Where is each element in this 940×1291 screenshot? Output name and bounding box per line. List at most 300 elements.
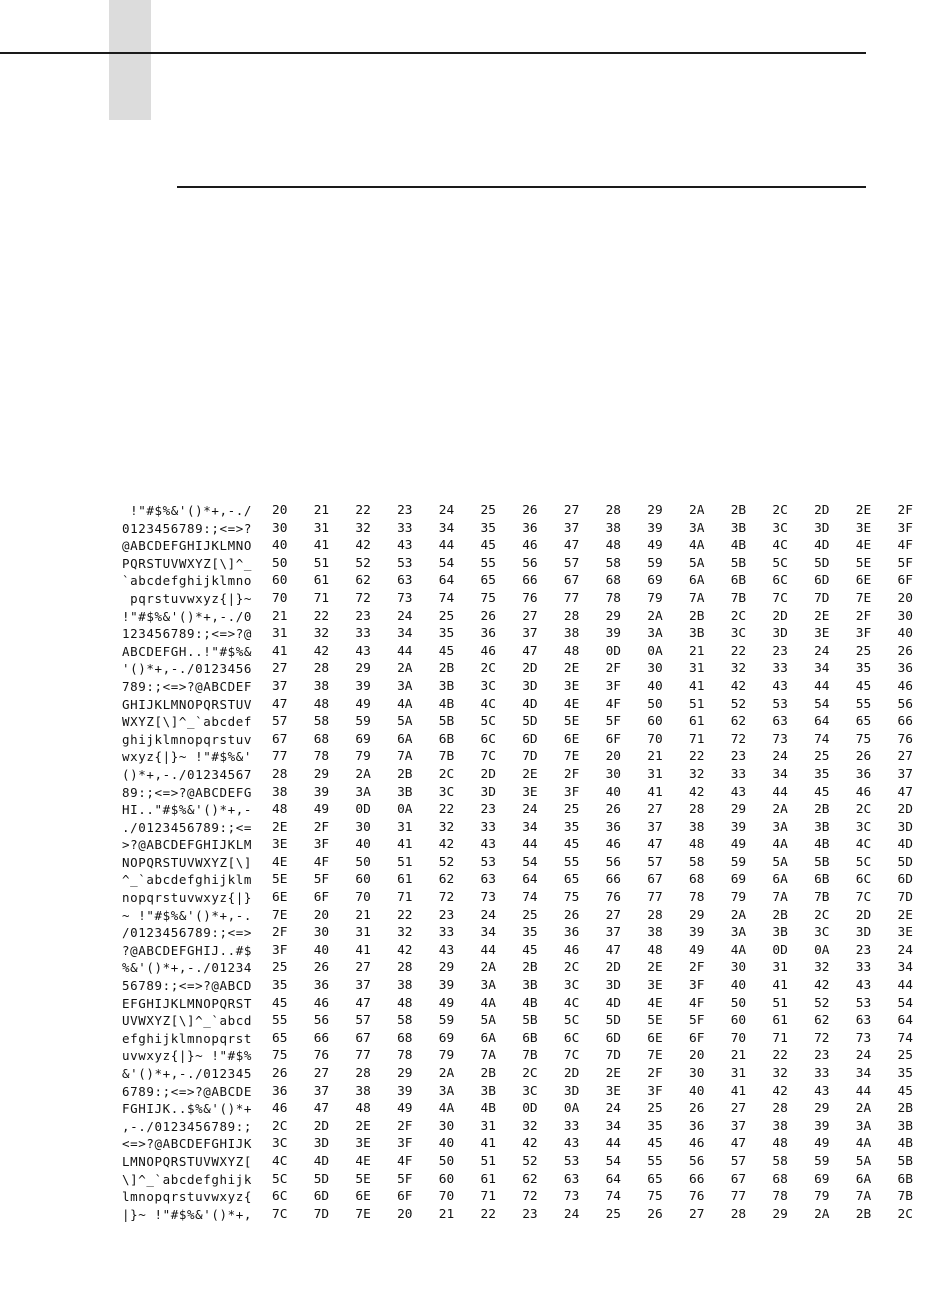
ascii-text: EFGHIJKLMNOPQRST bbox=[121, 995, 252, 1011]
hex-value: 2B bbox=[689, 608, 705, 624]
hex-value: 5D bbox=[814, 555, 830, 571]
hex-value: 7A bbox=[397, 749, 413, 765]
hex-value: 75 bbox=[563, 890, 580, 906]
hex-value: 45 bbox=[480, 538, 496, 554]
hex-value: 73 bbox=[855, 1030, 872, 1046]
hex-value: 22 bbox=[772, 1048, 788, 1064]
hex-value: 23 bbox=[522, 1206, 538, 1222]
ascii-text: wxyz{|}~ !"#$%&' bbox=[121, 749, 252, 765]
dump-row bbox=[80, 907, 935, 925]
hex-value: 73 bbox=[563, 1189, 580, 1205]
ascii-text: ?@ABCDEFGHIJ..#$ bbox=[121, 942, 252, 958]
hex-value: 30 bbox=[897, 608, 913, 624]
dump-row bbox=[80, 889, 935, 907]
hex-value: 2E bbox=[897, 907, 913, 923]
hex-value: 41 bbox=[272, 643, 288, 659]
hex-value: 5F bbox=[605, 714, 622, 730]
hex-value: 28 bbox=[563, 608, 580, 624]
hex-value: 3C bbox=[563, 978, 580, 994]
hex-value: 69 bbox=[814, 1171, 830, 1187]
hex-value: 79 bbox=[814, 1189, 830, 1205]
hex-value: 37 bbox=[605, 925, 622, 941]
hex-value: 44 bbox=[855, 1083, 872, 1099]
hex-value: 23 bbox=[480, 802, 496, 818]
hex-value: 7A bbox=[689, 590, 705, 606]
hex-value: 4C bbox=[480, 696, 496, 712]
ascii-text: 789:;<=>?@ABCDEF bbox=[121, 678, 252, 694]
hex-value: 57 bbox=[730, 1153, 747, 1169]
hex-value: 2A bbox=[647, 608, 663, 624]
hex-value: 43 bbox=[480, 837, 496, 853]
hex-value: 32 bbox=[522, 1118, 538, 1134]
hex-value: 34 bbox=[438, 520, 455, 536]
hex-value: 6A bbox=[855, 1171, 872, 1187]
hex-value: 6D bbox=[814, 573, 830, 589]
hex-value: 2D bbox=[814, 503, 830, 518]
hex-value: 45 bbox=[438, 643, 455, 659]
hex-value: 20 bbox=[272, 503, 288, 518]
hex-value: 3E bbox=[605, 1083, 622, 1099]
hex-value: 3A bbox=[689, 520, 705, 536]
hex-value: 78 bbox=[689, 890, 705, 906]
hex-value: 68 bbox=[689, 872, 705, 888]
hex-value: 6A bbox=[772, 872, 788, 888]
hex-value: 51 bbox=[480, 1153, 496, 1169]
hex-value: 6E bbox=[355, 1189, 371, 1205]
hex-value: 36 bbox=[522, 520, 538, 536]
hex-value: 6F bbox=[397, 1189, 413, 1205]
dump-row bbox=[80, 572, 935, 590]
hex-value: 6A bbox=[689, 573, 705, 589]
hex-value: 27 bbox=[522, 608, 538, 624]
hex-value: 6B bbox=[522, 1030, 538, 1046]
hex-value: 53 bbox=[563, 1153, 580, 1169]
ascii-text: efghijklmnopqrst bbox=[121, 1030, 252, 1046]
hex-value: 22 bbox=[438, 802, 455, 818]
hex-value: 5C bbox=[855, 854, 872, 870]
hex-value: 7C bbox=[272, 1206, 288, 1222]
hex-value: 3C bbox=[438, 784, 455, 800]
hex-value: 25 bbox=[480, 503, 496, 518]
hex-value: 53 bbox=[772, 696, 788, 712]
hex-value: 2D bbox=[563, 1066, 580, 1081]
hex-value: 3D bbox=[313, 1136, 330, 1152]
hex-value: 58 bbox=[397, 1013, 413, 1029]
hex-value: 41 bbox=[313, 538, 330, 554]
hex-value: 20 bbox=[897, 590, 913, 606]
hex-value: 40 bbox=[689, 1083, 705, 1099]
hex-value: 48 bbox=[355, 1101, 371, 1117]
hex-value: 7C bbox=[563, 1048, 580, 1064]
dump-row bbox=[80, 678, 935, 696]
hex-value: 26 bbox=[522, 503, 538, 518]
hex-value: 57 bbox=[272, 714, 288, 730]
hex-value: 29 bbox=[355, 661, 371, 677]
hex-value: 67 bbox=[272, 731, 288, 747]
hex-value: 5F bbox=[897, 555, 913, 571]
hex-value: 72 bbox=[814, 1030, 830, 1046]
hex-value: 3F bbox=[563, 784, 580, 800]
hex-value: 6C bbox=[855, 872, 872, 888]
hex-value: 3A bbox=[855, 1118, 872, 1134]
hex-value: 2F bbox=[563, 766, 580, 782]
dump-row bbox=[80, 748, 935, 766]
hex-value: 50 bbox=[272, 555, 288, 571]
hex-value: 33 bbox=[397, 520, 413, 536]
hex-value: 25 bbox=[647, 1101, 663, 1117]
hex-value: 68 bbox=[313, 731, 330, 747]
hex-value: 44 bbox=[814, 678, 830, 694]
hex-value: 27 bbox=[730, 1101, 747, 1117]
hex-value: 2B bbox=[397, 766, 413, 782]
hex-value: 31 bbox=[480, 1118, 496, 1134]
ascii-text: <=>?@ABCDEFGHIJK bbox=[121, 1136, 252, 1152]
hex-value: 41 bbox=[689, 678, 705, 694]
hex-value: 49 bbox=[355, 696, 371, 712]
hex-value: 6E bbox=[855, 573, 872, 589]
hex-value: 4E bbox=[272, 854, 288, 870]
hex-value: 7B bbox=[814, 890, 830, 906]
hex-value: 5A bbox=[772, 854, 788, 870]
hex-value: 56 bbox=[689, 1153, 705, 1169]
hex-value: 5A bbox=[397, 714, 413, 730]
ascii-text: GHIJKLMNOPQRSTUV bbox=[121, 696, 252, 712]
hex-value: 2B bbox=[855, 1206, 872, 1222]
hex-value: 42 bbox=[730, 678, 747, 694]
hex-value: 20 bbox=[313, 907, 330, 923]
hex-value: 2F bbox=[689, 960, 705, 976]
hex-value: 31 bbox=[313, 520, 330, 536]
hex-value: 42 bbox=[355, 538, 371, 554]
hex-value: 41 bbox=[480, 1136, 496, 1152]
hex-value: 70 bbox=[272, 590, 288, 606]
hex-value: 21 bbox=[272, 608, 288, 624]
hex-value: 34 bbox=[897, 960, 913, 976]
hex-value: 60 bbox=[272, 573, 288, 589]
hex-value: 26 bbox=[689, 1101, 705, 1117]
hex-value: 62 bbox=[355, 573, 371, 589]
hex-value: 36 bbox=[272, 1083, 288, 1099]
hex-value: 66 bbox=[605, 872, 622, 888]
hex-value: 3F bbox=[855, 626, 872, 642]
hex-value: 25 bbox=[605, 1206, 622, 1222]
hex-value: 28 bbox=[730, 1206, 747, 1222]
hex-value: 31 bbox=[730, 1066, 747, 1081]
hex-value: 45 bbox=[272, 995, 288, 1011]
hex-value: 46 bbox=[313, 995, 330, 1011]
hex-value: 29 bbox=[605, 608, 622, 624]
hex-value: 46 bbox=[689, 1136, 705, 1152]
hex-value: 23 bbox=[397, 503, 413, 518]
hex-value: 30 bbox=[730, 960, 747, 976]
hex-value: 7A bbox=[772, 890, 788, 906]
hex-value: 7A bbox=[480, 1048, 496, 1064]
dump-row bbox=[80, 625, 935, 643]
hex-value: 34 bbox=[855, 1066, 872, 1081]
hex-value: 43 bbox=[563, 1136, 580, 1152]
hex-value: 32 bbox=[689, 766, 705, 782]
hex-value: 76 bbox=[605, 890, 622, 906]
hex-value: 5E bbox=[355, 1171, 371, 1187]
hex-value: 35 bbox=[272, 978, 288, 994]
hex-value: 4F bbox=[313, 854, 330, 870]
hex-value: 23 bbox=[814, 1048, 830, 1064]
hex-value: 52 bbox=[522, 1153, 538, 1169]
hex-value: 3A bbox=[647, 626, 663, 642]
hex-value: 3D bbox=[814, 520, 830, 536]
hex-value: 4C bbox=[772, 538, 788, 554]
hex-value: 41 bbox=[647, 784, 663, 800]
hex-value: 2F bbox=[855, 608, 872, 624]
hex-value: 64 bbox=[897, 1013, 913, 1029]
hex-value: 24 bbox=[897, 942, 913, 958]
hex-value: 58 bbox=[689, 854, 705, 870]
hex-value: 5D bbox=[522, 714, 538, 730]
hex-value: 34 bbox=[480, 925, 496, 941]
dump-row bbox=[80, 819, 935, 837]
hex-value: 2C bbox=[522, 1066, 538, 1081]
hex-value: 50 bbox=[730, 995, 747, 1011]
hex-value: 41 bbox=[730, 1083, 747, 1099]
dump-row bbox=[80, 520, 935, 538]
hex-value: 4A bbox=[772, 837, 788, 853]
hex-value: 2A bbox=[689, 503, 705, 518]
hex-value: 24 bbox=[814, 643, 830, 659]
hex-value: 48 bbox=[605, 538, 622, 554]
ascii-text: ./0123456789:;<= bbox=[121, 819, 252, 835]
hex-value: 60 bbox=[730, 1013, 747, 1029]
hex-value: 56 bbox=[897, 696, 913, 712]
hex-value: 2A bbox=[772, 802, 788, 818]
dump-row bbox=[80, 713, 935, 731]
hex-value: 26 bbox=[313, 960, 330, 976]
hex-value: 3A bbox=[355, 784, 371, 800]
dump-row bbox=[80, 801, 935, 819]
hex-value: 42 bbox=[397, 942, 413, 958]
hex-value: 47 bbox=[563, 538, 580, 554]
hex-value: 2F bbox=[897, 503, 913, 518]
hex-value: 4E bbox=[647, 995, 663, 1011]
dump-row bbox=[80, 1012, 935, 1030]
hex-value: 2B bbox=[438, 661, 455, 677]
dump-row bbox=[80, 959, 935, 977]
hex-value: 2E bbox=[855, 503, 872, 518]
hex-value: 29 bbox=[730, 802, 747, 818]
hex-value: 3E bbox=[897, 925, 913, 941]
hex-value: 2F bbox=[272, 925, 288, 941]
hex-value: 76 bbox=[897, 731, 913, 747]
hex-value: 2A bbox=[397, 661, 413, 677]
hex-value: 5D bbox=[313, 1171, 330, 1187]
hex-value: 5B bbox=[897, 1153, 913, 1169]
hex-value: 6F bbox=[605, 731, 622, 747]
hex-value: 35 bbox=[855, 661, 872, 677]
hex-value: 4C bbox=[855, 837, 872, 853]
hex-value: 32 bbox=[355, 520, 371, 536]
hex-value: 36 bbox=[897, 661, 913, 677]
hex-value: 78 bbox=[772, 1189, 788, 1205]
hex-value: 71 bbox=[480, 1189, 496, 1205]
hex-value: 2E bbox=[522, 766, 538, 782]
hex-value: 65 bbox=[480, 573, 496, 589]
hex-value: 30 bbox=[355, 819, 371, 835]
hex-value: 60 bbox=[355, 872, 371, 888]
hex-value: 3B bbox=[772, 925, 788, 941]
hex-value: 30 bbox=[313, 925, 330, 941]
hex-value: 41 bbox=[772, 978, 788, 994]
hex-value: 3B bbox=[730, 520, 747, 536]
hex-value: 63 bbox=[855, 1013, 872, 1029]
hex-value: 35 bbox=[814, 766, 830, 782]
hex-value: 76 bbox=[522, 590, 538, 606]
hex-value: 48 bbox=[563, 643, 580, 659]
ascii-text: '()*+,-./0123456 bbox=[121, 661, 252, 677]
hex-value: 69 bbox=[438, 1030, 455, 1046]
hex-value: 30 bbox=[647, 661, 663, 677]
hex-value: 3F bbox=[272, 942, 288, 958]
hex-value: 6D bbox=[897, 872, 913, 888]
hex-value: 69 bbox=[647, 573, 663, 589]
hex-value: 63 bbox=[563, 1171, 580, 1187]
dump-row bbox=[80, 854, 935, 872]
ascii-text: ghijklmnopqrstuv bbox=[121, 731, 252, 747]
hex-value: 4A bbox=[689, 538, 705, 554]
hex-value: 48 bbox=[397, 995, 413, 1011]
hex-value: 47 bbox=[355, 995, 371, 1011]
hex-value: 4F bbox=[397, 1153, 413, 1169]
hex-value: 6D bbox=[605, 1030, 622, 1046]
hex-value: 3B bbox=[522, 978, 538, 994]
hex-value: 37 bbox=[647, 819, 663, 835]
hex-value: 3A bbox=[438, 1083, 455, 1099]
hex-value: 61 bbox=[480, 1171, 496, 1187]
ascii-text: &'()*+,-./012345 bbox=[121, 1066, 252, 1081]
hex-value: 27 bbox=[355, 960, 371, 976]
hex-value: 25 bbox=[814, 749, 830, 765]
hex-value: 42 bbox=[522, 1136, 538, 1152]
hex-value: 29 bbox=[313, 766, 330, 782]
hex-value: 6B bbox=[438, 731, 455, 747]
ascii-text: ~ !"#$%&'()*+,-. bbox=[121, 907, 252, 923]
hex-value: 4E bbox=[855, 538, 872, 554]
hex-value: 2E bbox=[647, 960, 663, 976]
hex-value: 7C bbox=[772, 590, 788, 606]
hex-value: 43 bbox=[438, 942, 455, 958]
hex-value: 69 bbox=[355, 731, 371, 747]
hex-value: 54 bbox=[438, 555, 455, 571]
hex-value: 4A bbox=[438, 1101, 455, 1117]
ascii-text: NOPQRSTUVWXYZ[\] bbox=[121, 854, 252, 870]
hex-value: 47 bbox=[272, 696, 288, 712]
ascii-text: uvwxyz{|}~ !"#$% bbox=[121, 1048, 252, 1064]
hex-value: 3F bbox=[605, 678, 622, 694]
hex-value: 3F bbox=[397, 1136, 413, 1152]
hex-value: 38 bbox=[647, 925, 663, 941]
hex-value: 65 bbox=[272, 1030, 288, 1046]
hex-value: 43 bbox=[814, 1083, 830, 1099]
hex-value: 45 bbox=[522, 942, 538, 958]
dump-row bbox=[80, 590, 935, 608]
hex-value: 74 bbox=[897, 1030, 913, 1046]
hex-value: 72 bbox=[730, 731, 747, 747]
hex-value: 4F bbox=[605, 696, 622, 712]
dump-row bbox=[80, 731, 935, 749]
hex-value: 5A bbox=[855, 1153, 872, 1169]
hex-value: 3F bbox=[647, 1083, 663, 1099]
hex-value: 3D bbox=[480, 784, 496, 800]
hex-value: 34 bbox=[605, 1118, 622, 1134]
hex-value: 3E bbox=[563, 678, 580, 694]
hex-value: 63 bbox=[397, 573, 413, 589]
ascii-text: lmnopqrstuvwxyz{ bbox=[121, 1189, 252, 1205]
hex-value: 0A bbox=[814, 942, 830, 958]
hex-value: 4B bbox=[480, 1101, 496, 1117]
hex-value: 48 bbox=[272, 802, 288, 818]
hex-value: 66 bbox=[897, 714, 913, 730]
hex-value: 28 bbox=[313, 661, 330, 677]
hex-value: 30 bbox=[438, 1118, 455, 1134]
section-rule bbox=[177, 186, 866, 188]
hex-value: 46 bbox=[272, 1101, 288, 1117]
hex-value: 33 bbox=[355, 626, 371, 642]
hex-value: 31 bbox=[647, 766, 663, 782]
hex-value: 79 bbox=[438, 1048, 455, 1064]
hex-value: 5C bbox=[480, 714, 496, 730]
hex-value: 2F bbox=[313, 819, 330, 835]
hex-value: 3F bbox=[313, 837, 330, 853]
hex-value: 5E bbox=[647, 1013, 663, 1029]
hex-value: 27 bbox=[605, 907, 622, 923]
hex-value: 2A bbox=[814, 1206, 830, 1222]
hex-value: 7A bbox=[855, 1189, 872, 1205]
ascii-text: \]^_`abcdefghijk bbox=[121, 1171, 252, 1187]
hex-value: 5C bbox=[772, 555, 788, 571]
hex-value: 3D bbox=[772, 626, 788, 642]
hex-value: 6B bbox=[730, 573, 747, 589]
hex-value: 3E bbox=[355, 1136, 371, 1152]
hex-value: 2D bbox=[897, 802, 913, 818]
hex-value: 32 bbox=[313, 626, 330, 642]
hex-value: 6A bbox=[480, 1030, 496, 1046]
hex-value: 54 bbox=[897, 995, 913, 1011]
hex-value: 3A bbox=[480, 978, 496, 994]
hex-value: 46 bbox=[605, 837, 622, 853]
hex-value: 2B bbox=[814, 802, 830, 818]
hex-value: 4C bbox=[272, 1153, 288, 1169]
hex-value: 26 bbox=[897, 643, 913, 659]
hex-value: 61 bbox=[772, 1013, 788, 1029]
hex-value: 21 bbox=[313, 503, 330, 518]
hex-value: 2D bbox=[313, 1118, 330, 1134]
hex-value: 68 bbox=[397, 1030, 413, 1046]
hex-value: 3D bbox=[855, 925, 872, 941]
hex-value: 56 bbox=[522, 555, 538, 571]
hex-value: 78 bbox=[397, 1048, 413, 1064]
hex-value: 28 bbox=[397, 960, 413, 976]
hex-value: 4E bbox=[563, 696, 580, 712]
hex-value: 2B bbox=[522, 960, 538, 976]
dump-row bbox=[80, 608, 935, 626]
hex-value: 38 bbox=[689, 819, 705, 835]
hex-value: 7B bbox=[897, 1189, 913, 1205]
hex-value: 38 bbox=[772, 1118, 788, 1134]
hex-value: 45 bbox=[814, 784, 830, 800]
hex-value: 27 bbox=[563, 503, 580, 518]
hex-value: 39 bbox=[438, 978, 455, 994]
hex-value: 67 bbox=[730, 1171, 747, 1187]
hex-value: 23 bbox=[730, 749, 747, 765]
hex-value: 6F bbox=[689, 1030, 705, 1046]
